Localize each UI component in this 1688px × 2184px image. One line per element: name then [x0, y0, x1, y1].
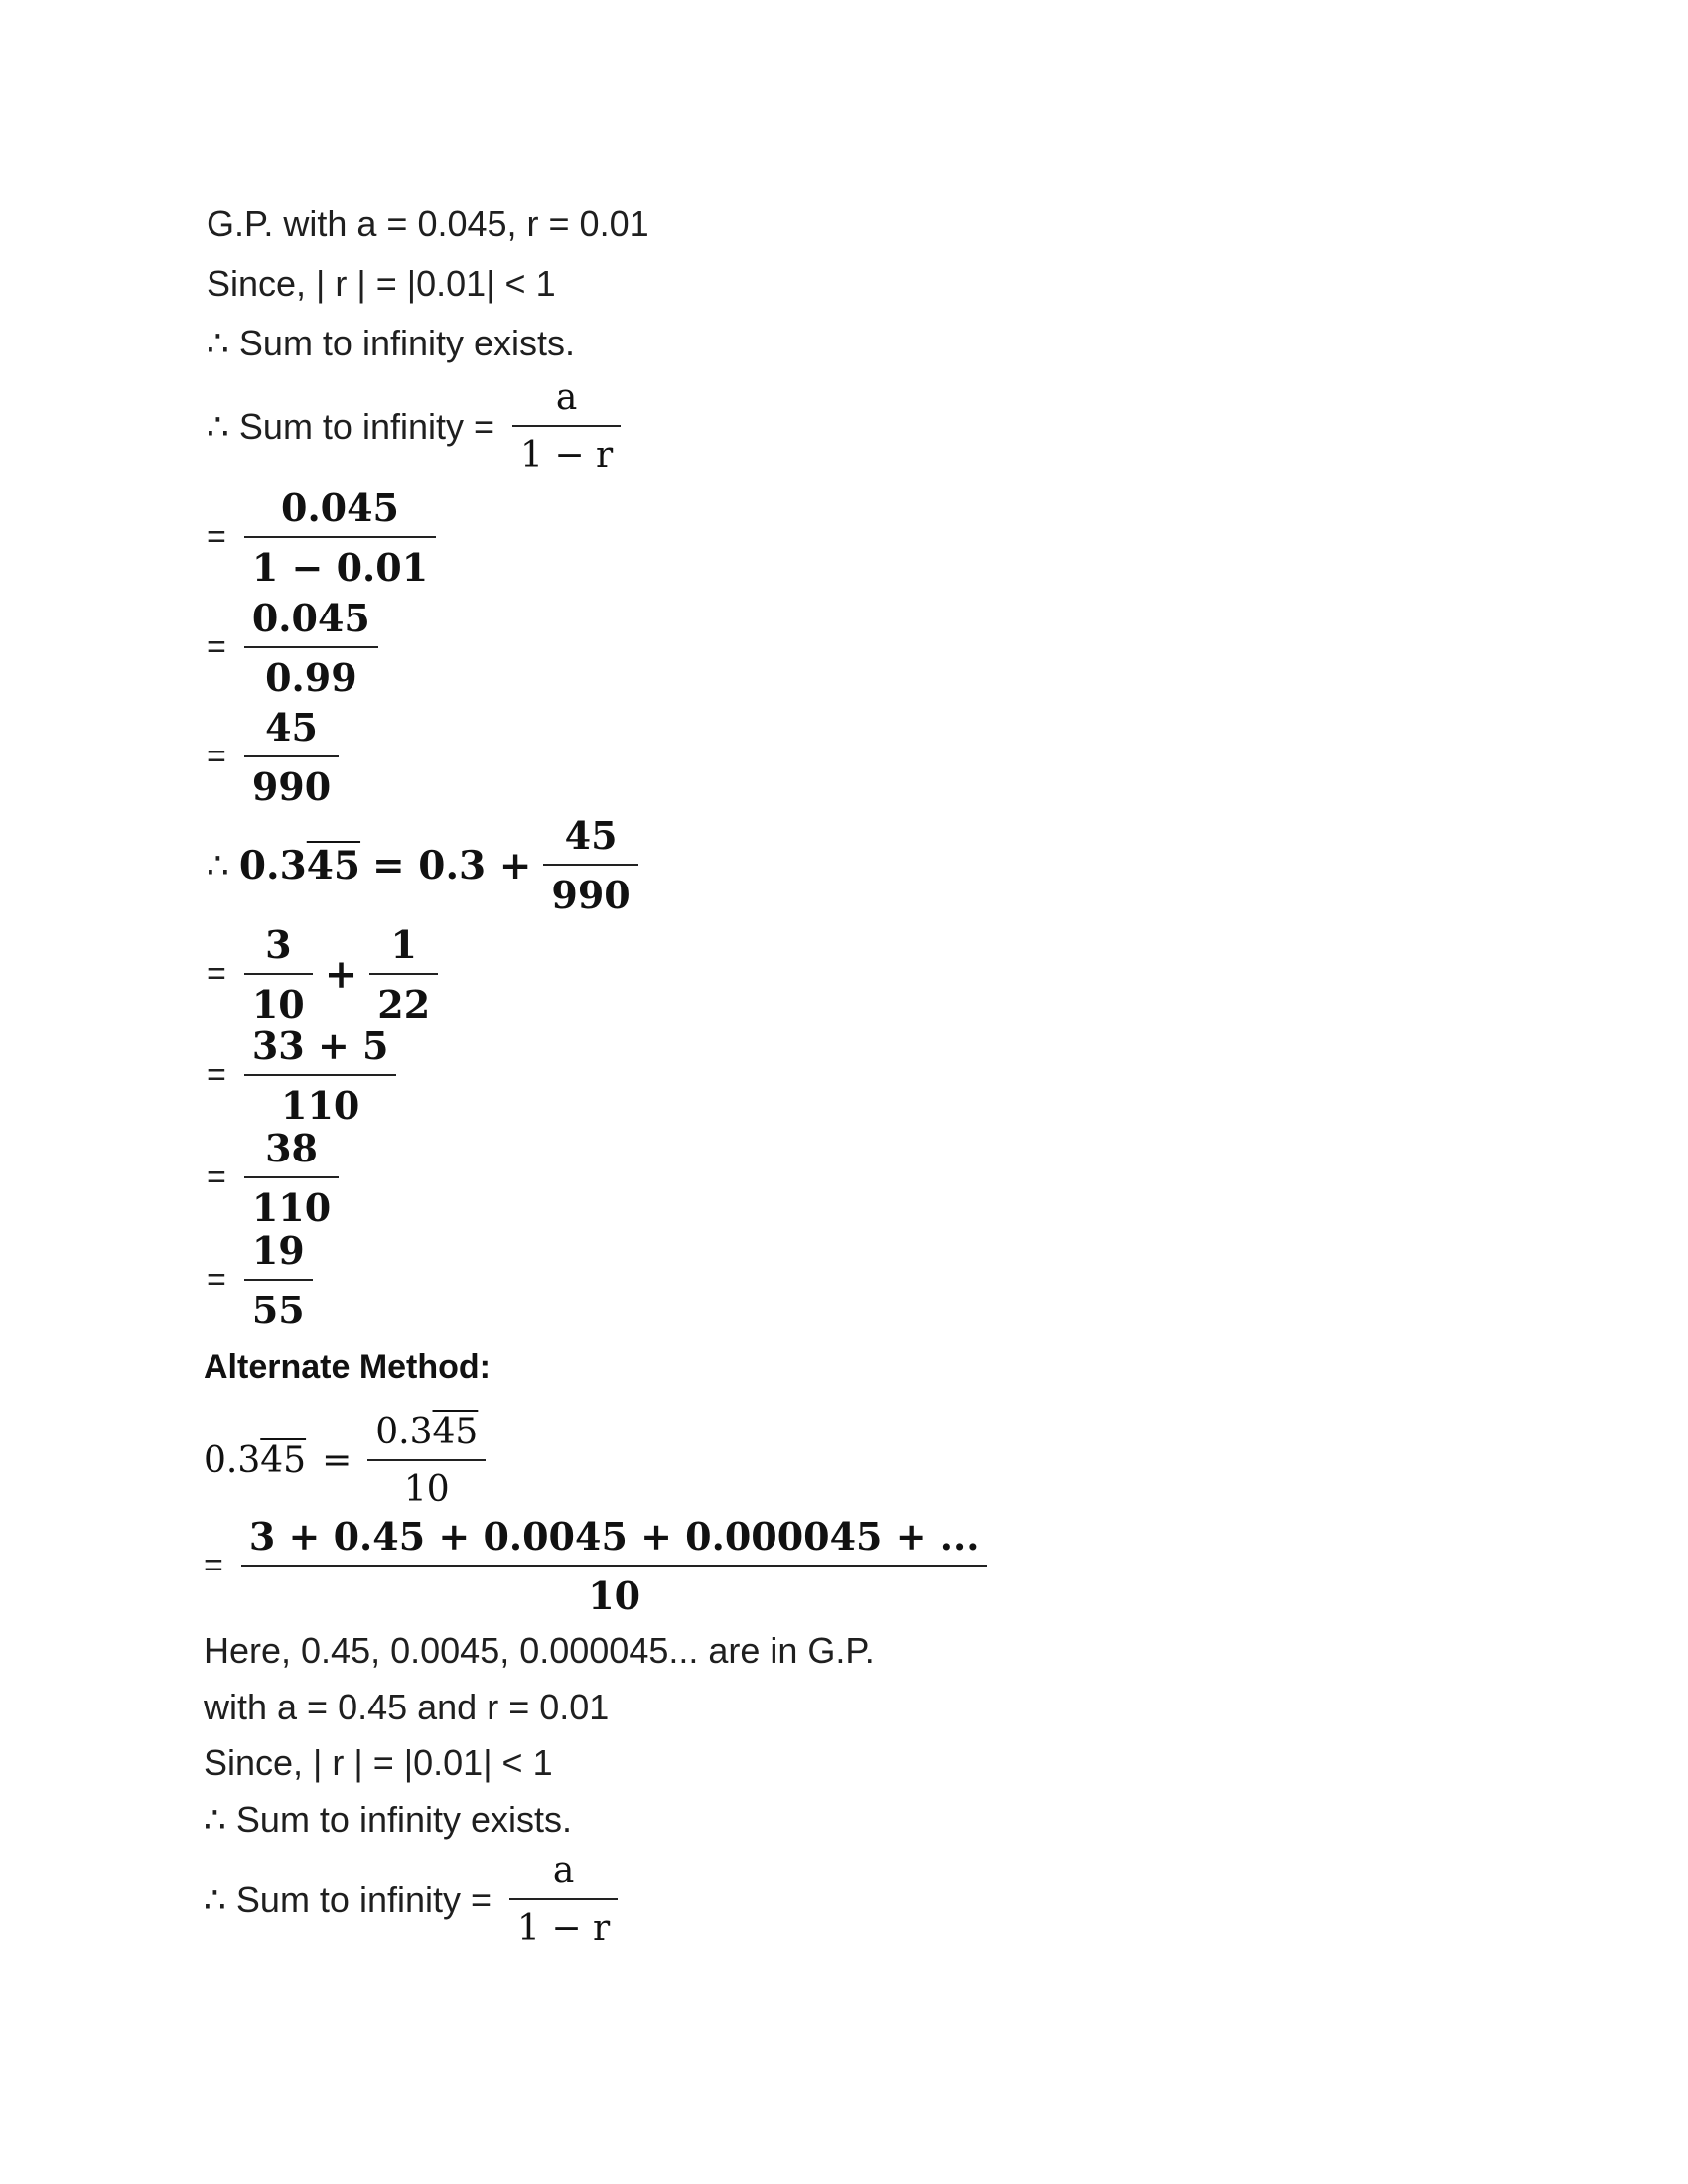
recurring-digits: 45: [260, 1440, 307, 1482]
equals-sign: =: [207, 518, 226, 557]
step-8-row: [207, 1228, 313, 1332]
alt-step-2-fraction: [241, 1514, 988, 1618]
step-3-fraction: [244, 705, 339, 809]
fraction-denominator: 0.99: [265, 654, 357, 700]
step-1-row: [207, 485, 436, 590]
fraction-numerator: 3: [265, 922, 292, 967]
fraction-bar: [244, 646, 378, 648]
alt-step-1-row: [204, 1414, 486, 1509]
fraction-numerator: 0.045: [251, 596, 370, 640]
fraction-bar: [512, 425, 621, 427]
fraction-denominator: 110: [251, 1184, 332, 1230]
fraction-numerator: 45: [265, 705, 318, 750]
step-5-fraction-2: [369, 922, 438, 1026]
fraction-bar: [244, 973, 313, 975]
fraction-bar: [244, 1176, 339, 1178]
step-5-fraction-1: [244, 922, 313, 1026]
step-4-fraction: [543, 813, 637, 917]
equals-plus-expression: = 0.3 +: [372, 842, 532, 888]
gp-definition-line: G.P. with a = 0.045, r = 0.01: [207, 204, 649, 244]
fraction-denominator: 1 − 0.01: [251, 544, 429, 590]
recurring-decimal: [239, 843, 360, 888]
fraction-bar: [241, 1565, 988, 1567]
fraction-denominator: 990: [251, 763, 332, 809]
step-7-fraction: [244, 1126, 339, 1230]
fraction-denominator: 10: [251, 981, 305, 1026]
decimal-part: 0.3: [204, 1440, 261, 1482]
fraction-bar: [369, 973, 438, 975]
alt-step-1-fraction: [367, 1414, 486, 1509]
fraction-bar: [543, 864, 637, 866]
fraction-numerator: a: [552, 1850, 575, 1891]
sum-formula-label: ∴ Sum to infinity =: [204, 1878, 492, 1920]
fraction-numerator: 19: [251, 1228, 305, 1273]
step-8-fraction: [244, 1228, 313, 1332]
recurring-digits: 45: [306, 842, 361, 888]
decimal-part: 0.3: [238, 842, 307, 888]
alt-sum-formula-row: [204, 1852, 618, 1948]
gp-params-line: with a = 0.45 and r = 0.01: [204, 1687, 610, 1727]
fraction-bar: [244, 1074, 397, 1076]
decimal-part: 0.3: [375, 1412, 433, 1452]
equals-sign: =: [207, 1056, 226, 1095]
step-7-row: [207, 1126, 339, 1230]
fraction-numerator: 45: [564, 813, 618, 858]
alt-sum-formula-fraction: [509, 1852, 618, 1948]
alt-sum-exists-line: ∴ Sum to infinity exists.: [204, 1799, 573, 1840]
fraction-bar: [244, 1279, 313, 1281]
fraction-denominator: 1 − r: [517, 1907, 611, 1949]
sum-formula-label: ∴ Sum to infinity =: [207, 405, 495, 447]
equals-sign: =: [207, 1261, 226, 1299]
fraction-numerator: [367, 1414, 486, 1451]
fraction-denominator: 10: [588, 1572, 641, 1618]
equals-sign: =: [207, 1159, 226, 1197]
fraction-numerator: a: [555, 377, 578, 418]
alt-ratio-check-line: Since, | r | = |0.01| < 1: [204, 1742, 553, 1783]
sum-exists-line: ∴ Sum to infinity exists.: [207, 323, 576, 363]
step-2-row: [207, 596, 378, 700]
alt-step-2-row: [204, 1514, 987, 1618]
fraction-numerator: 33 + 5: [251, 1024, 389, 1068]
fraction-numerator: 38: [265, 1126, 318, 1170]
equals-sign: =: [204, 1547, 223, 1585]
step-2-fraction: [244, 596, 378, 700]
fraction-bar: [244, 536, 436, 538]
fraction-denominator: 22: [377, 981, 431, 1026]
fraction-denominator: 110: [281, 1082, 360, 1128]
sum-formula-fraction: [512, 379, 621, 475]
gp-terms-line: Here, 0.45, 0.0045, 0.000045... are in G.P.: [204, 1630, 875, 1671]
fraction-numerator: 3 + 0.45 + 0.0045 + 0.000045 + ...: [248, 1514, 980, 1559]
fraction-denominator: 990: [551, 872, 631, 917]
fraction-numerator: 0.045: [281, 485, 399, 530]
step-5-row: [207, 922, 438, 1026]
step-6-row: [207, 1026, 396, 1126]
recurring-digits: 45: [432, 1412, 479, 1452]
fraction-denominator: 10: [403, 1468, 450, 1510]
equals-sign: =: [207, 628, 226, 667]
step-3-row: [207, 705, 339, 809]
alternate-method-heading: Alternate Method:: [204, 1348, 491, 1386]
plus-sign: +: [324, 951, 358, 999]
fraction-bar: [367, 1459, 486, 1461]
fraction-denominator: 1 − r: [520, 434, 614, 476]
fraction-denominator: 55: [251, 1287, 305, 1332]
fraction-bar: [244, 755, 339, 757]
sum-formula-row: [207, 379, 621, 475]
fraction-bar: [509, 1898, 618, 1900]
ratio-check-line: Since, | r | = |0.01| < 1: [207, 263, 556, 304]
equals-sign: =: [207, 738, 226, 776]
equals-sign: =: [322, 1440, 352, 1482]
step-4-row: [207, 813, 638, 917]
step-6-fraction: [244, 1026, 397, 1126]
fraction-numerator: 1: [390, 922, 417, 967]
step-1-fraction: [244, 485, 436, 590]
therefore-symbol: ∴: [207, 844, 229, 886]
recurring-decimal: [204, 1440, 306, 1481]
equals-sign: =: [207, 955, 226, 994]
